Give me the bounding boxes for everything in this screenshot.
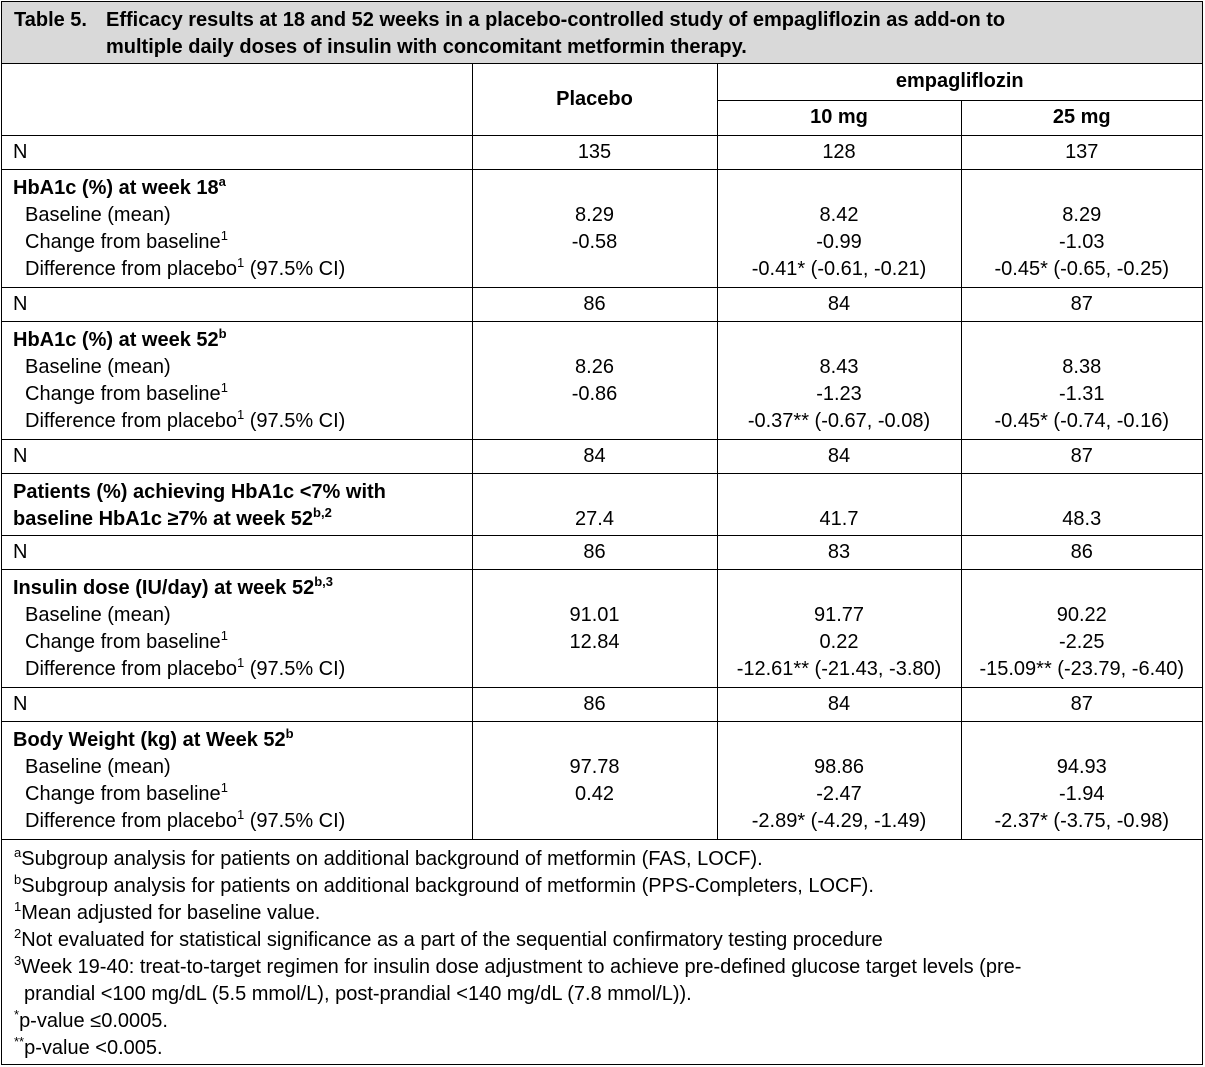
section-title: HbA1c (%) at week 52$^b$ <box>13 325 227 351</box>
change-label: Change from baseline <box>25 230 221 253</box>
n-placebo: 135 <box>472 135 717 169</box>
n-25mg: 87 <box>961 687 1202 721</box>
hba1c-week52-10mg <box>717 321 961 439</box>
n-label: N <box>2 439 472 473</box>
header-empagliflozin: empagliflozin <box>717 64 1202 100</box>
footnote-p2: **p-value <0.005. <box>14 1033 163 1059</box>
value-cell: 12.84 <box>569 630 620 653</box>
value-cell: 90.22 <box>1056 603 1107 626</box>
patients-10mg <box>717 473 961 535</box>
value-cell: -0.45* (-0.74, -0.16) <box>994 409 1170 432</box>
n-row <box>2 687 1202 721</box>
patients-25mg <box>961 473 1202 535</box>
value-cell: -1.03 <box>1058 230 1105 253</box>
caption-text-1: Efficacy results at 18 and 52 weeks in a placebo-controlled study of empagliflozin as add-on to <box>106 9 1006 31</box>
n-25mg: 86 <box>961 535 1202 569</box>
patients-achieving-labels <box>2 473 472 535</box>
section-title: Patients (%) achieving HbA1c <7% with <box>13 480 386 503</box>
value-cell: 8.43 <box>819 355 859 378</box>
n-placebo: 86 <box>472 687 717 721</box>
value-cell: 8.38 <box>1062 355 1102 378</box>
section-title-cont: baseline HbA1c ≥7% at week 52$^{b,2}$ <box>13 504 332 530</box>
value-cell: -2.25 <box>1058 630 1105 653</box>
table-caption <box>2 2 1202 64</box>
footnote-p1: *p-value ≤0.0005. <box>14 1006 168 1032</box>
baseline-label: Baseline (mean) <box>25 203 171 226</box>
diff-label: Difference from placebo <box>25 657 237 680</box>
value-cell: -0.99 <box>816 230 862 253</box>
value-cell: 8.29 <box>575 203 614 226</box>
header-empty-cell <box>2 64 472 135</box>
body-weight-labels: Body Weight (kg) at Week 52$^b$ Baseline (mean) Change from baseline$^1$ Difference from placebo$^1$ (97.5% CI) <box>2 721 472 839</box>
hba1c-week52-labels: HbA1c (%) at week 52$^b$ Baseline (mean) Change from baseline$^1$ Difference from placebo$^1$ (97.5% CI) <box>2 321 472 439</box>
value-cell: 8.29 <box>1062 203 1102 226</box>
insulin-dose-25mg <box>961 569 1202 687</box>
footnotes <box>2 840 1202 1062</box>
header-dose-10mg: 10 mg <box>717 100 961 135</box>
value-cell: -0.41* (-0.61, -0.21) <box>751 257 927 280</box>
value-cell: 0.42 <box>575 782 614 805</box>
n-row <box>2 135 1202 169</box>
section-title: HbA1c (%) at week 18$^a$ <box>13 173 226 199</box>
n-25mg: 137 <box>961 135 1202 169</box>
efficacy-table-document <box>1 1 1203 1065</box>
n-10mg: 84 <box>717 439 961 473</box>
caption-line-2: multiple daily doses of insulin with concomitant metformin therapy. <box>106 36 747 58</box>
value-cell: 91.01 <box>569 603 620 626</box>
value-cell: -12.61** (-21.43, -3.80) <box>736 657 942 680</box>
diff-label: Difference from placebo <box>25 809 237 832</box>
patients-achieving-block <box>2 473 1202 535</box>
hba1c-week18-placebo <box>472 169 717 287</box>
hba1c-week18-25mg <box>961 169 1202 287</box>
n-row <box>2 535 1202 569</box>
footnote-b: $^b$Subgroup analysis for patients on additional background of metformin (PPS-Completers, LOCF). <box>14 871 874 897</box>
n-row <box>2 439 1202 473</box>
value-cell: 94.93 <box>1056 755 1107 778</box>
n-placebo: 86 <box>472 535 717 569</box>
diff-label: Difference from placebo <box>25 409 237 432</box>
n-label: N <box>2 535 472 569</box>
baseline-label: Baseline (mean) <box>25 755 171 778</box>
footnote-3-cont: prandial <100 mg/dL (5.5 mmol/L), post-prandial <140 mg/dL (7.8 mmol/L)). <box>24 982 692 1005</box>
change-label: Change from baseline <box>25 782 221 805</box>
n-placebo: 86 <box>472 287 717 321</box>
n-label: N <box>2 135 472 169</box>
diff-label: Difference from placebo <box>25 257 237 280</box>
footnote-a: $^a$Subgroup analysis for patients on additional background of metformin (FAS, LOCF). <box>14 844 763 870</box>
n-10mg: 84 <box>717 687 961 721</box>
value-cell: 91.77 <box>813 603 865 626</box>
value-cell: -2.37* (-3.75, -0.98) <box>994 809 1170 832</box>
value-cell: 27.4 <box>575 507 614 530</box>
section-title: Insulin dose (IU/day) at week 52$^{b,3}$ <box>13 573 333 599</box>
body-weight-block <box>2 721 1202 839</box>
n-10mg: 128 <box>717 135 961 169</box>
patients-placebo <box>472 473 717 535</box>
footnote-2: $^2$Not evaluated for statistical significance as a part of the sequential confirmatory testing procedure <box>14 925 883 951</box>
n-25mg: 87 <box>961 439 1202 473</box>
change-label: Change from baseline <box>25 630 221 653</box>
header-placebo: Placebo <box>472 64 717 135</box>
insulin-dose-block <box>2 569 1202 687</box>
header-dose-25mg: 25 mg <box>961 100 1202 135</box>
hba1c-week52-placebo <box>472 321 717 439</box>
hba1c-week18-labels: HbA1c (%) at week 18$^a$ Baseline (mean) Change from baseline$^1$ Difference from placebo$^1$ (97.5% CI) <box>2 169 472 287</box>
value-cell: -2.89* (-4.29, -1.49) <box>751 809 927 832</box>
value-cell: 41.7 <box>819 507 859 530</box>
value-cell: -2.47 <box>816 782 862 805</box>
efficacy-table <box>2 64 1202 840</box>
body-weight-placebo <box>472 721 717 839</box>
caption-line-1 <box>14 7 1192 34</box>
n-label: N <box>2 287 472 321</box>
value-cell: 8.26 <box>575 355 614 378</box>
value-cell: 98.86 <box>813 755 865 778</box>
header-row-1 <box>2 64 1202 100</box>
value-cell: 48.3 <box>1062 507 1102 530</box>
value-cell: -0.86 <box>571 382 618 405</box>
insulin-dose-10mg <box>717 569 961 687</box>
body-weight-10mg <box>717 721 961 839</box>
n-10mg: 84 <box>717 287 961 321</box>
value-cell: -0.58 <box>571 230 618 253</box>
change-label: Change from baseline <box>25 382 221 405</box>
hba1c-week52-block <box>2 321 1202 439</box>
insulin-dose-labels: Insulin dose (IU/day) at week 52$^{b,3}$ Baseline (mean) Change from baseline$^1$ Difference from placebo$^1$ (97.5% CI) <box>2 569 472 687</box>
n-placebo: 84 <box>472 439 717 473</box>
footnote-3: $^3$Week 19-40: treat-to-target regimen for insulin dose adjustment to achieve pre-defined glucose target levels (pre- <box>14 952 1022 978</box>
caption-label: Table 5. <box>14 9 87 31</box>
value-cell: 8.42 <box>819 203 859 226</box>
footnote-1: $^1$Mean adjusted for baseline value. <box>14 898 321 924</box>
n-row <box>2 287 1202 321</box>
value-cell: -1.31 <box>1058 382 1105 405</box>
hba1c-week18-block <box>2 169 1202 287</box>
value-cell: -1.23 <box>816 382 862 405</box>
n-label: N <box>2 687 472 721</box>
value-cell: -1.94 <box>1058 782 1105 805</box>
n-10mg: 83 <box>717 535 961 569</box>
value-cell: -15.09** (-23.79, -6.40) <box>979 657 1185 680</box>
value-cell: 97.78 <box>569 755 620 778</box>
body-weight-25mg <box>961 721 1202 839</box>
value-cell: 0.22 <box>819 630 859 653</box>
section-title: Body Weight (kg) at Week 52$^b$ <box>13 725 294 751</box>
baseline-label: Baseline (mean) <box>25 603 171 626</box>
hba1c-week52-25mg <box>961 321 1202 439</box>
value-cell: -0.37** (-0.67, -0.08) <box>747 409 931 432</box>
value-cell: -0.45* (-0.65, -0.25) <box>994 257 1170 280</box>
hba1c-week18-10mg <box>717 169 961 287</box>
insulin-dose-placebo <box>472 569 717 687</box>
baseline-label: Baseline (mean) <box>25 355 171 378</box>
n-25mg: 87 <box>961 287 1202 321</box>
